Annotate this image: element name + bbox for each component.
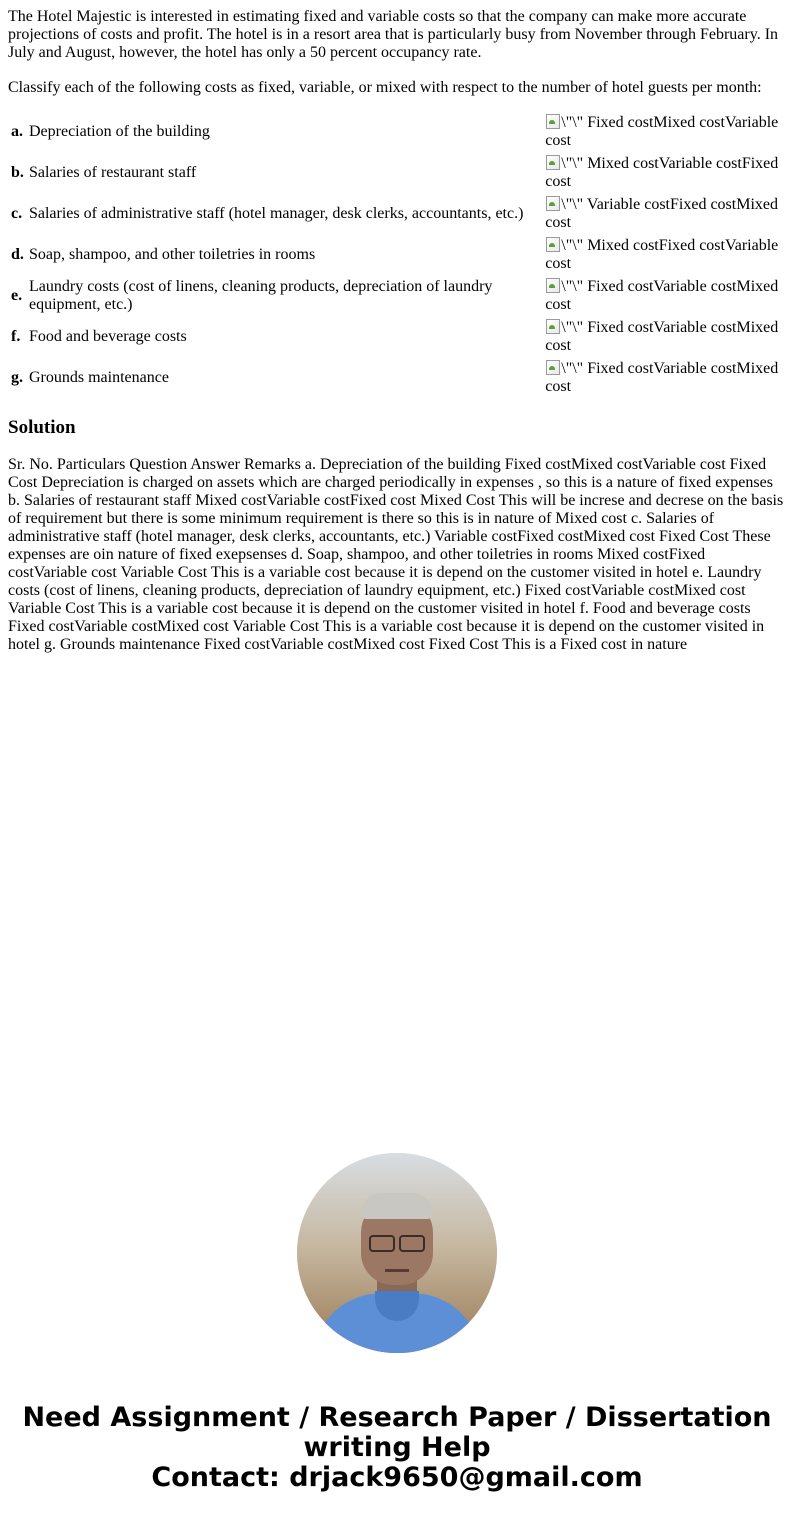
intro-paragraph: The Hotel Majestic is interested in estimating fixed and variable costs so that the company can make more accurate projections of costs and profit. The hotel is in a resort area that is particularly busy from November through February. In July and August, however, the hotel has only a 50 percent occupancy rate.: [8, 8, 779, 61]
question-letter: f.: [11, 327, 21, 345]
answer-options: \"\" Fixed costVariable costMixed cost: [545, 278, 779, 313]
question-row: [10, 112, 786, 151]
question-row: [10, 153, 786, 192]
broken-image-icon: [545, 359, 561, 375]
answer-options: \"\" Mixed costVariable costFixed cost: [545, 155, 779, 190]
question-letter: g.: [11, 368, 23, 386]
footer-line-1: Need Assignment / Research Paper / Dissertation: [22, 1402, 772, 1433]
answer-options: \"\" Fixed costVariable costMixed cost: [545, 360, 779, 395]
answer-options: \"\" Fixed costMixed costVariable cost: [545, 114, 779, 149]
question-letter: a.: [11, 122, 23, 140]
question-text: Salaries of administrative staff (hotel manager, desk clerks, accountants, etc.): [28, 204, 524, 222]
instruction-paragraph: Classify each of the following costs as fixed, variable, or mixed with respect to the number of hotel guests per month:: [8, 79, 762, 96]
broken-image-icon: [545, 154, 561, 170]
footer-contact: Contact: drjack9650@gmail.com: [151, 1462, 643, 1493]
page-content: [0, 0, 794, 654]
question-row: [10, 358, 786, 397]
answer-cell: [544, 235, 786, 274]
question-text: Salaries of restaurant staff: [28, 163, 197, 181]
question-text: Grounds maintenance: [28, 368, 169, 386]
footer-banner: [0, 1403, 794, 1493]
broken-image-icon: [545, 113, 561, 129]
question-letter: d.: [11, 245, 24, 263]
question-row: [10, 235, 786, 274]
questions-table: [8, 110, 788, 399]
avatar-glasses-left: [369, 1235, 395, 1252]
avatar-glasses-right: [399, 1235, 425, 1252]
answer-cell: [544, 194, 786, 233]
broken-image-icon: [545, 318, 561, 334]
answer-cell: [544, 358, 786, 397]
question-letter: b.: [11, 163, 24, 181]
footer-line-2: writing Help: [303, 1432, 491, 1463]
avatar-hair: [361, 1193, 433, 1219]
broken-image-icon: [545, 236, 561, 252]
solution-text: Sr. No. Particulars Question Answer Remarks a. Depreciation of the building Fixed costMixed costVariable cost Fixed Cost Depreciation is charged on assets which are charged periodically in expenses , so this is a nature of fixed expenses b. Salaries of restaurant staff Mixed costVariable costFixed cost Mixed Cost This will be increse and decrese on the basis of requirement but there is some minimum requirement is there so this is in nature of Mixed cost c. Salaries of administrative staff (hotel manager, desk clerks, accountants, etc.) Variable costFixed costMixed cost Fixed Cost These expenses are oin nature of fixed exepsenses d. Soap, shampoo, and other toiletries in rooms Mixed costFixed costVariable cost Variable Cost This is a variable cost because it is depend on the customer visited in hotel e. Laundry costs (cost of linens, cleaning products, depreciation of laundry equipment, etc.) Fixed costVariable costMixed cost Variable Cost This is a variable cost because it is depend on the customer visited in hotel f. Food and beverage costs Fixed costVariable costMixed cost Variable Cost This is a variable cost because it is depend on the customer visited in hotel g. Grounds maintenance Fixed costVariable costMixed cost Fixed Cost This is a Fixed cost in nature: [8, 456, 784, 653]
broken-image-icon: [545, 195, 561, 211]
avatar-mouth: [385, 1269, 409, 1272]
question-text: Depreciation of the building: [28, 122, 210, 140]
answer-options: \"\" Variable costFixed costMixed cost: [545, 196, 778, 231]
question-letter: c.: [11, 204, 23, 222]
answer-cell: [544, 276, 786, 315]
author-avatar: [297, 1153, 497, 1353]
question-row: [10, 276, 786, 315]
question-letter: e.: [11, 286, 23, 304]
question-text: Food and beverage costs: [28, 327, 187, 345]
broken-image-icon: [545, 277, 561, 293]
question-row: [10, 317, 786, 356]
answer-options: \"\" Mixed costFixed costVariable cost: [545, 237, 779, 272]
solution-heading: Solution: [8, 417, 76, 438]
question-text: Laundry costs (cost of linens, cleaning products, depreciation of laundry equipment, etc.): [28, 277, 493, 313]
answer-cell: [544, 153, 786, 192]
answer-cell: [544, 317, 786, 356]
answer-cell: [544, 112, 786, 151]
question-text: Soap, shampoo, and other toiletries in rooms: [28, 245, 316, 263]
answer-options: \"\" Fixed costVariable costMixed cost: [545, 319, 779, 354]
question-row: [10, 194, 786, 233]
